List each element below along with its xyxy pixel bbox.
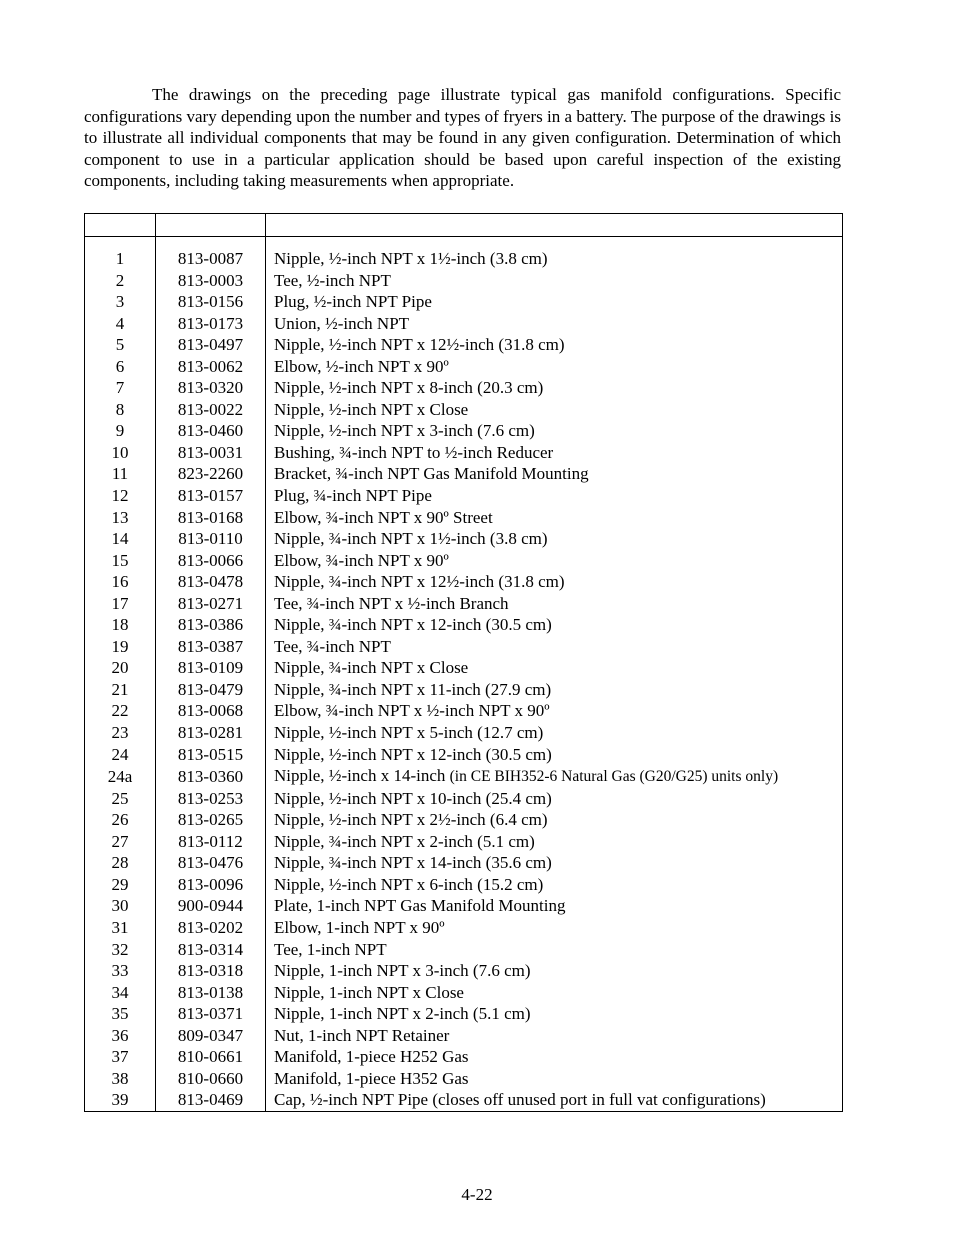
part-number: 813-0112 <box>156 831 266 853</box>
description-text: Elbow, ¾-inch NPT x ½-inch NPT x 90º <box>274 701 550 721</box>
item-number: 34 <box>85 982 156 1004</box>
description-text: Manifold, 1-piece H352 Gas <box>274 1068 469 1088</box>
table-row <box>85 1003 843 1025</box>
item-number: 33 <box>85 960 156 982</box>
description-text: Union, ½-inch NPT <box>274 313 410 333</box>
item-number: 1 <box>85 248 156 270</box>
part-number: 813-0360 <box>156 765 266 788</box>
parts-table <box>84 213 843 1112</box>
part-number: 813-0109 <box>156 657 266 679</box>
item-number: 17 <box>85 593 156 615</box>
table-row <box>85 700 843 722</box>
part-description <box>266 291 843 313</box>
item-number: 8 <box>85 399 156 421</box>
table-row <box>85 960 843 982</box>
part-description <box>266 960 843 982</box>
description-text: Nipple, ½-inch NPT x 12-inch (30.5 cm) <box>274 744 552 764</box>
part-description <box>266 550 843 572</box>
description-text: Nipple, ½-inch NPT x 5-inch (12.7 cm) <box>274 723 544 743</box>
part-description <box>266 270 843 292</box>
item-number: 9 <box>85 420 156 442</box>
table-row <box>85 334 843 356</box>
description-text: Nipple, ½-inch NPT x 3-inch (7.6 cm) <box>274 421 535 441</box>
part-number: 813-0320 <box>156 377 266 399</box>
item-number: 28 <box>85 852 156 874</box>
table-row <box>85 1089 843 1111</box>
part-number: 813-0003 <box>156 270 266 292</box>
description-note: (in CE BIH352-6 Natural Gas (G20/G25) units only) <box>449 768 779 786</box>
table-row <box>85 420 843 442</box>
header-description <box>266 214 843 237</box>
table-row <box>85 550 843 572</box>
part-description <box>266 356 843 378</box>
part-description <box>266 485 843 507</box>
item-number: 24 <box>85 744 156 766</box>
part-number: 813-0022 <box>156 399 266 421</box>
part-number: 813-0386 <box>156 614 266 636</box>
item-number: 32 <box>85 939 156 961</box>
item-number: 3 <box>85 291 156 313</box>
item-number: 23 <box>85 722 156 744</box>
part-number: 810-0660 <box>156 1068 266 1090</box>
table-row <box>85 313 843 335</box>
part-number: 813-0460 <box>156 420 266 442</box>
part-number: 813-0253 <box>156 788 266 810</box>
header-part-number <box>156 214 266 237</box>
part-description <box>266 1089 843 1111</box>
item-number: 15 <box>85 550 156 572</box>
item-number: 12 <box>85 485 156 507</box>
table-row <box>85 939 843 961</box>
part-description <box>266 852 843 874</box>
part-number: 810-0661 <box>156 1046 266 1068</box>
part-description <box>266 939 843 961</box>
part-description <box>266 593 843 615</box>
description-text: Nipple, ½-inch NPT x 1½-inch (3.8 cm) <box>274 249 548 268</box>
part-number: 813-0157 <box>156 485 266 507</box>
part-number: 813-0138 <box>156 982 266 1004</box>
description-text: Nipple, ¾-inch NPT x Close <box>274 658 469 678</box>
part-description <box>266 248 843 270</box>
item-number: 27 <box>85 831 156 853</box>
part-description <box>266 1046 843 1068</box>
description-text: Manifold, 1-piece H252 Gas <box>274 1047 469 1067</box>
part-number: 813-0314 <box>156 939 266 961</box>
table-row <box>85 593 843 615</box>
part-number: 813-0478 <box>156 571 266 593</box>
item-number: 38 <box>85 1068 156 1090</box>
part-description <box>266 788 843 810</box>
table-row <box>85 442 843 464</box>
part-number: 813-0318 <box>156 960 266 982</box>
item-number: 6 <box>85 356 156 378</box>
part-number: 809-0347 <box>156 1025 266 1047</box>
part-number: 813-0515 <box>156 744 266 766</box>
item-number: 16 <box>85 571 156 593</box>
item-number: 10 <box>85 442 156 464</box>
part-number: 813-0265 <box>156 809 266 831</box>
description-text: Tee, ¾-inch NPT x ½-inch Branch <box>274 593 509 613</box>
part-description <box>266 765 843 788</box>
part-description <box>266 1025 843 1047</box>
part-description <box>266 377 843 399</box>
table-row <box>85 1025 843 1047</box>
description-text: Nipple, ¾-inch NPT x 1½-inch (3.8 cm) <box>274 529 548 549</box>
part-number: 813-0156 <box>156 291 266 313</box>
part-number: 813-0096 <box>156 874 266 896</box>
table-row <box>85 507 843 529</box>
part-description <box>266 507 843 529</box>
item-number: 24a <box>85 765 156 788</box>
description-text: Nipple, 1-inch NPT x Close <box>274 982 464 1002</box>
part-description <box>266 744 843 766</box>
table-row <box>85 744 843 766</box>
table-row <box>85 356 843 378</box>
part-description <box>266 420 843 442</box>
part-description <box>266 442 843 464</box>
table-row <box>85 788 843 810</box>
description-text: Plug, ¾-inch NPT Pipe <box>274 486 432 506</box>
description-text: Nipple, ¾-inch NPT x 2-inch (5.1 cm) <box>274 831 535 851</box>
item-number: 36 <box>85 1025 156 1047</box>
table-row <box>85 895 843 917</box>
description-text: Bracket, ¾-inch NPT Gas Manifold Mounting <box>274 464 589 484</box>
description-text: Nipple, ½-inch NPT x 8-inch (20.3 cm) <box>274 378 544 398</box>
part-number: 813-0281 <box>156 722 266 744</box>
item-number: 25 <box>85 788 156 810</box>
description-text: Nipple, 1-inch NPT x 3-inch (7.6 cm) <box>274 961 531 981</box>
item-number: 30 <box>85 895 156 917</box>
table-row <box>85 614 843 636</box>
part-description <box>266 982 843 1004</box>
table-header-row <box>85 214 843 237</box>
part-description <box>266 334 843 356</box>
part-number: 823-2260 <box>156 463 266 485</box>
item-number: 26 <box>85 809 156 831</box>
part-description <box>266 657 843 679</box>
description-text: Nut, 1-inch NPT Retainer <box>274 1025 450 1045</box>
description-text: Nipple, ½-inch NPT x 10-inch (25.4 cm) <box>274 788 552 808</box>
item-number: 4 <box>85 313 156 335</box>
table-row <box>85 377 843 399</box>
part-number: 813-0068 <box>156 700 266 722</box>
part-description <box>266 809 843 831</box>
part-description <box>266 700 843 722</box>
table-row <box>85 248 843 270</box>
table-row <box>85 722 843 744</box>
item-number: 22 <box>85 700 156 722</box>
table-row <box>85 831 843 853</box>
item-number: 7 <box>85 377 156 399</box>
table-row <box>85 982 843 1004</box>
description-text: Nipple, ½-inch x 14-inch <box>274 766 450 786</box>
description-text: Nipple, ¾-inch NPT x 12½-inch (31.8 cm) <box>274 572 565 592</box>
table-row <box>85 657 843 679</box>
table-row <box>85 571 843 593</box>
part-description <box>266 722 843 744</box>
part-number: 900-0944 <box>156 895 266 917</box>
item-number: 21 <box>85 679 156 701</box>
table-row <box>85 1046 843 1068</box>
header-item <box>85 214 156 237</box>
part-number: 813-0476 <box>156 852 266 874</box>
item-number: 37 <box>85 1046 156 1068</box>
description-text: Tee, ¾-inch NPT <box>274 636 391 656</box>
description-text: Nipple, ½-inch NPT x 2½-inch (6.4 cm) <box>274 810 548 830</box>
item-number: 5 <box>85 334 156 356</box>
part-number: 813-0479 <box>156 679 266 701</box>
description-text: Nipple, ½-inch NPT x Close <box>274 399 469 419</box>
intro-text: The drawings on the preceding page illustrate typical gas manifold configurations. Specific configurations vary depending upon the number and types of fryers in a battery. The purpose of the drawings is to illustrate all individual components that may be found in any given configuration. Determination of which component to use in a particular application should be based upon careful inspection of the existing components, including taking measurements when appropriate. <box>84 85 841 191</box>
item-number: 35 <box>85 1003 156 1025</box>
part-number: 813-0168 <box>156 507 266 529</box>
item-number: 2 <box>85 270 156 292</box>
table-row <box>85 852 843 874</box>
item-number: 31 <box>85 917 156 939</box>
intro-paragraph <box>84 84 841 192</box>
part-description <box>266 917 843 939</box>
description-text: Nipple, ½-inch NPT x 12½-inch (31.8 cm) <box>274 335 565 355</box>
table-row <box>85 270 843 292</box>
table-row <box>85 765 843 788</box>
item-number: 13 <box>85 507 156 529</box>
part-description <box>266 1003 843 1025</box>
table-row <box>85 485 843 507</box>
description-text: Nipple, ½-inch NPT x 6-inch (15.2 cm) <box>274 874 544 894</box>
table-row <box>85 809 843 831</box>
item-number: 18 <box>85 614 156 636</box>
part-number: 813-0031 <box>156 442 266 464</box>
part-description <box>266 831 843 853</box>
part-number: 813-0202 <box>156 917 266 939</box>
part-description <box>266 463 843 485</box>
table-row <box>85 636 843 658</box>
part-number: 813-0066 <box>156 550 266 572</box>
item-number: 39 <box>85 1089 156 1111</box>
part-description <box>266 895 843 917</box>
parts-table-body <box>85 237 843 1112</box>
part-number: 813-0497 <box>156 334 266 356</box>
part-description <box>266 636 843 658</box>
description-text: Elbow, 1-inch NPT x 90º <box>274 917 445 937</box>
page-number: 4-22 <box>461 1185 493 1204</box>
description-text: Nipple, ¾-inch NPT x 12-inch (30.5 cm) <box>274 615 552 635</box>
table-row <box>85 874 843 896</box>
item-number: 20 <box>85 657 156 679</box>
part-description <box>266 679 843 701</box>
part-description <box>266 399 843 421</box>
part-description <box>266 874 843 896</box>
part-description <box>266 1068 843 1090</box>
part-number: 813-0271 <box>156 593 266 615</box>
part-number: 813-0371 <box>156 1003 266 1025</box>
part-number: 813-0173 <box>156 313 266 335</box>
description-text: Elbow, ¾-inch NPT x 90º <box>274 550 449 570</box>
table-row <box>85 291 843 313</box>
description-text: Tee, ½-inch NPT <box>274 270 391 290</box>
table-row <box>85 1068 843 1090</box>
description-text: Nipple, 1-inch NPT x 2-inch (5.1 cm) <box>274 1004 531 1024</box>
part-description <box>266 571 843 593</box>
part-number: 813-0387 <box>156 636 266 658</box>
table-row <box>85 679 843 701</box>
description-text: Plug, ½-inch NPT Pipe <box>274 292 432 312</box>
description-text: Nipple, ¾-inch NPT x 11-inch (27.9 cm) <box>274 679 552 699</box>
description-text: Nipple, ¾-inch NPT x 14-inch (35.6 cm) <box>274 853 552 873</box>
item-number: 19 <box>85 636 156 658</box>
description-text: Elbow, ¾-inch NPT x 90º Street <box>274 507 493 527</box>
table-row <box>85 399 843 421</box>
item-number: 29 <box>85 874 156 896</box>
part-description <box>266 614 843 636</box>
description-text: Elbow, ½-inch NPT x 90º <box>274 356 449 376</box>
item-number: 11 <box>85 463 156 485</box>
table-row <box>85 528 843 550</box>
description-text: Bushing, ¾-inch NPT to ½-inch Reducer <box>274 442 554 462</box>
part-number: 813-0469 <box>156 1089 266 1111</box>
table-spacer-row <box>85 237 843 249</box>
description-text: Tee, 1-inch NPT <box>274 939 387 959</box>
table-row <box>85 917 843 939</box>
part-number: 813-0110 <box>156 528 266 550</box>
part-number: 813-0062 <box>156 356 266 378</box>
description-text: Plate, 1-inch NPT Gas Manifold Mounting <box>274 896 566 916</box>
part-number: 813-0087 <box>156 248 266 270</box>
item-number: 14 <box>85 528 156 550</box>
description-text: Cap, ½-inch NPT Pipe (closes off unused port in full vat configurations) <box>274 1090 766 1110</box>
table-row <box>85 463 843 485</box>
part-description <box>266 528 843 550</box>
part-description <box>266 313 843 335</box>
